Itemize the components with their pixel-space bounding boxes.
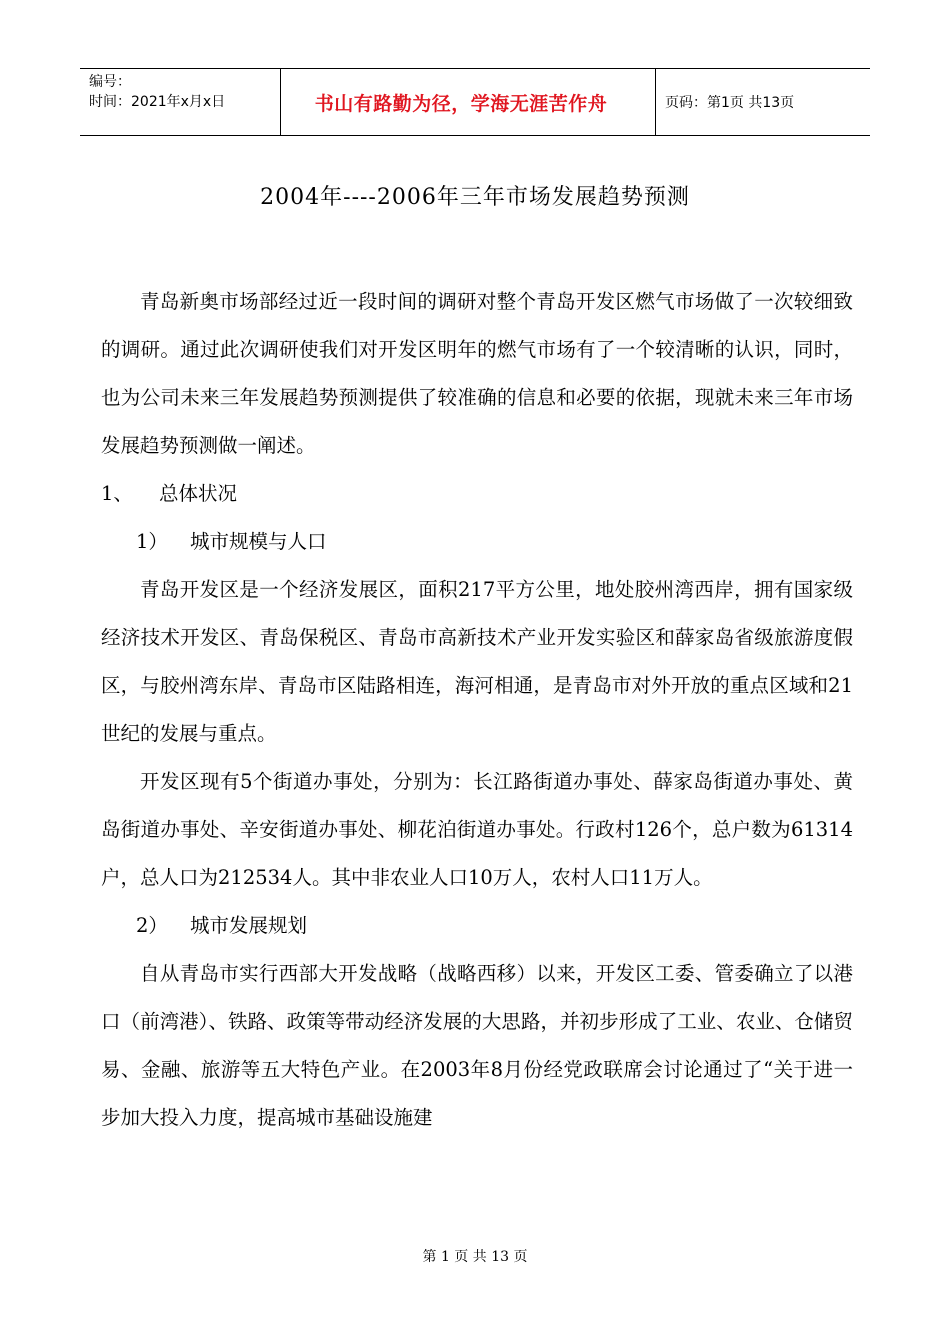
subsection-heading-2 bbox=[101, 902, 853, 950]
subsection-title-2: 城市发展规划 bbox=[190, 914, 308, 937]
header-motto: 书山有路勤为径，学海无涯苦作舟 bbox=[314, 92, 608, 115]
subsection-title-1: 城市规模与人口 bbox=[190, 530, 327, 553]
document-body bbox=[101, 278, 853, 1142]
document-number-label: 编号： bbox=[89, 74, 131, 90]
header-page-cell bbox=[656, 69, 870, 135]
area-paragraph: 青岛开发区是一个经济发展区，面积217平方公里，地处胶州湾西岸，拥有国家级经济技术开发区、青岛保税区、青岛市高新技术产业开发实验区和薛家岛省级旅游度假区，与胶州湾东岸、青岛市区陆路相连，海河相通，是青岛市对外开放的重点区域和21世纪的发展与重点。 bbox=[101, 578, 853, 745]
page-footer: 第 1 页 共 13 页 bbox=[422, 1249, 528, 1265]
document-time-label: 时间：2021年x月x日 bbox=[89, 94, 226, 110]
intro-paragraph: 青岛新奥市场部经过近一段时间的调研对整个青岛开发区燃气市场做了一次较细致的调研。通过此次调研使我们对开发区明年的燃气市场有了一个较清晰的认识，同时，也为公司未来三年发展趋势预测提供了较准确的信息和必要的依据，现就未来三年市场发展趋势预测做一阐述。 bbox=[101, 290, 853, 457]
section-number: 1、 bbox=[101, 482, 133, 505]
population-paragraph: 开发区现有5个街道办事处，分别为：长江路街道办事处、薛家岛街道办事处、黄岛街道办事处、辛安街道办事处、柳花泊街道办事处。行政村126个，总户数为61314户，总人口为212534人。其中非农业人口10万人，农村人口11万人。 bbox=[101, 770, 853, 889]
document-title: 2004年----2006年三年市场发展趋势预测 bbox=[260, 185, 690, 210]
section-heading bbox=[101, 470, 853, 518]
subsection-number-1: 1） bbox=[136, 530, 168, 553]
subsection-number-2: 2） bbox=[136, 914, 168, 937]
page-header bbox=[80, 68, 870, 136]
header-meta-cell bbox=[80, 69, 281, 135]
section-title: 总体状况 bbox=[159, 482, 238, 505]
subsection-heading-1 bbox=[101, 518, 853, 566]
plan-paragraph: 自从青岛市实行西部大开发战略（战略西移）以来，开发区工委、管委确立了以港口（前湾港）、铁路、政策等带动经济发展的大思路，并初步形成了工业、农业、仓储贸易、金融、旅游等五大特色产业。在2003年8月份经党政联席会讨论通过了“关于进一步加大投入力度，提高城市基础设施建 bbox=[101, 962, 853, 1129]
header-page-info: 页码：第1页 共13页 bbox=[665, 95, 795, 111]
header-motto-cell bbox=[281, 69, 656, 135]
